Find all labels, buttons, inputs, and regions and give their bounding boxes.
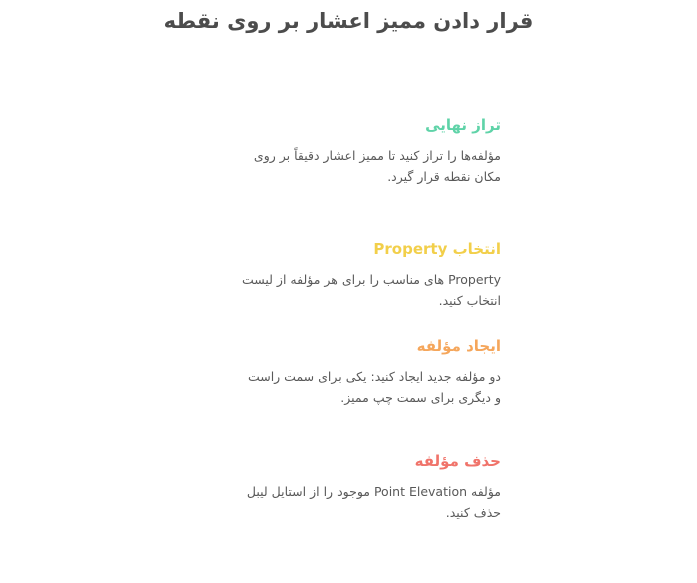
step-3-heading: انتخاب Property: [373, 240, 501, 258]
step-3-body: Property های مناسب را برای هر مؤلفه از لیست انتخاب کنید.: [241, 271, 501, 309]
step-4-body: مؤلفه‌ها را تراز کنید تا ممیز اعشار دقیقاً بر روی مکان نقطه قرار گیرد.: [253, 147, 501, 185]
step-1-heading: حذف مؤلفه: [414, 452, 501, 470]
step-1-text: [241, 452, 501, 524]
step-1-body: مؤلفه Point Elevation موجود را از استایل لیبل حذف کنید.: [246, 483, 501, 521]
step-4-text: [241, 116, 501, 188]
step-2-body: دو مؤلفه جدید ایجاد کنید: یکی برای سمت راست و دیگری برای سمت چپ ممیز.: [247, 368, 501, 406]
page-title: قرار دادن ممیز اعشار بر روی نقطه: [163, 9, 534, 33]
step-4-heading: تراز نهایی: [425, 116, 501, 134]
step-3-text: [241, 240, 501, 312]
step-2-text: [241, 337, 501, 409]
step-2-heading: ایجاد مؤلفه: [416, 337, 501, 355]
